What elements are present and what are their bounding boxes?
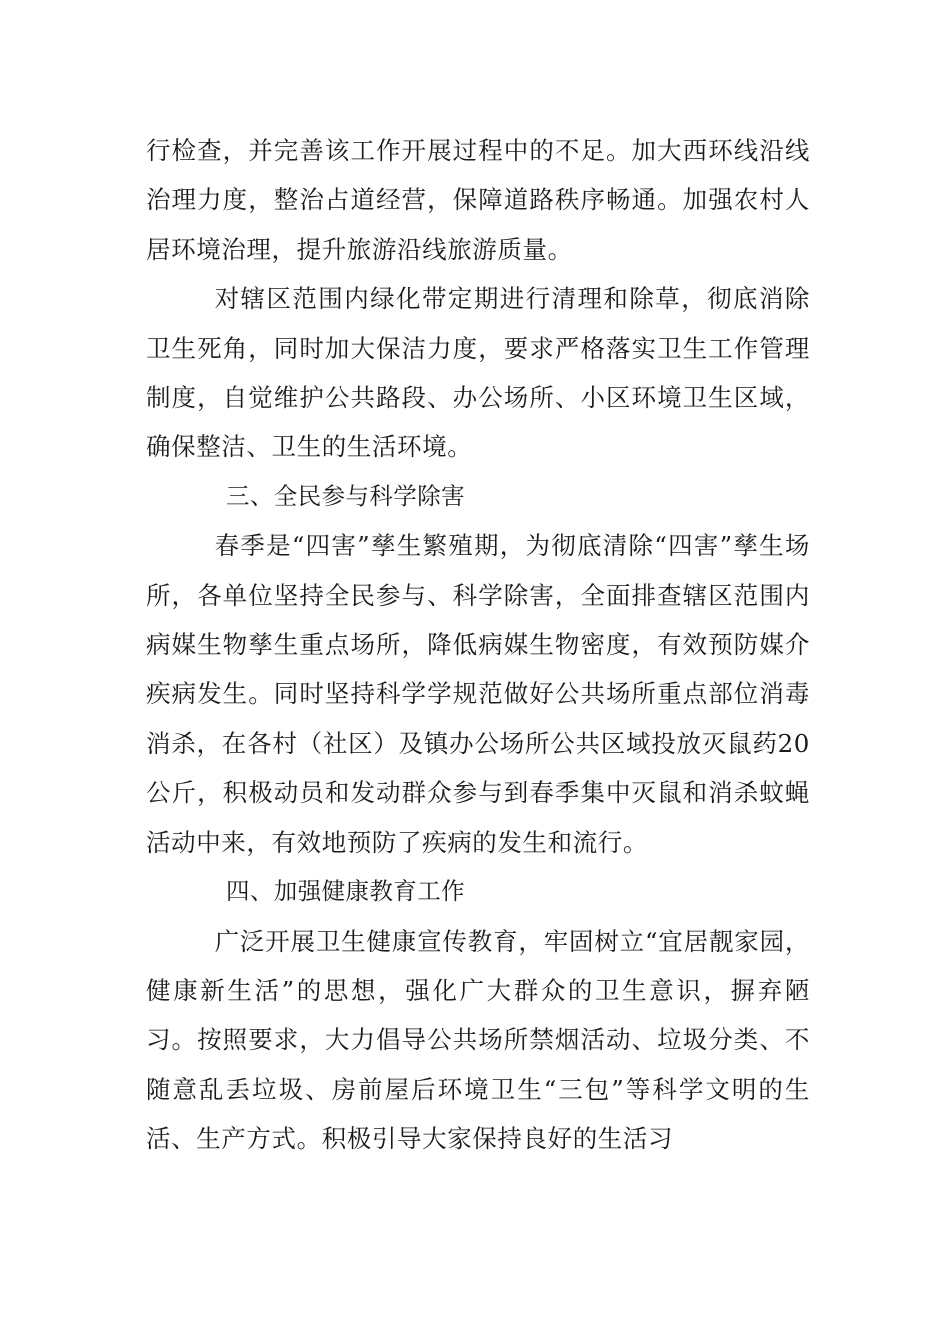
paragraph-greenbelt-cleaning: 对辖区范围内绿化带定期进行清理和除草，彻底消除卫生死角，同时加大保洁力度，要求严格落实卫生工作管理制度，自觉维护公共路段、办公场所、小区环境卫生区域，确保整洁、卫生的生活环境。 xyxy=(146,284,810,462)
section-heading-4: 四、加强健康教育工作 xyxy=(226,877,465,906)
paragraph-health-education: 广泛开展卫生健康宣传教育，牢固树立“宜居靓家园，健康新生活”的思想，强化广大群众的卫生意识，摒弃陋习。按照要求，大力倡导公共场所禁烟活动、垃圾分类、不随意乱丢垃圾、房前屋后环境卫生“三包”等科学文明的生活、生产方式。积极引导大家保持良好的生活习 xyxy=(146,926,810,1154)
paragraph-pest-control: 春季是“四害”孳生繁殖期，为彻底清除“四害”孳生场所，各单位坚持全民参与、科学除害，全面排查辖区范围内病媒生物孳生重点场所，降低病媒生物密度，有效预防媒介疾病发生。同时坚持科学学规范做好公共场所重点部位消毒消杀，在各村（社区）及镇办公场所公共区域投放灭鼠药20公斤，积极动员和发动群众参与到春季集中灭鼠和消杀蚊蝇活动中来，有效地预防了疾病的发生和流行。 xyxy=(146,531,810,857)
paragraph-continuation: 行检查，并完善该工作开展过程中的不足。加大西环线沿线治理力度，整治占道经营，保障道路秩序畅通。加强农村人居环境治理，提升旅游沿线旅游质量。 xyxy=(146,136,810,264)
section-heading-3: 三、全民参与科学除害 xyxy=(226,481,465,510)
document-body xyxy=(146,126,810,1164)
